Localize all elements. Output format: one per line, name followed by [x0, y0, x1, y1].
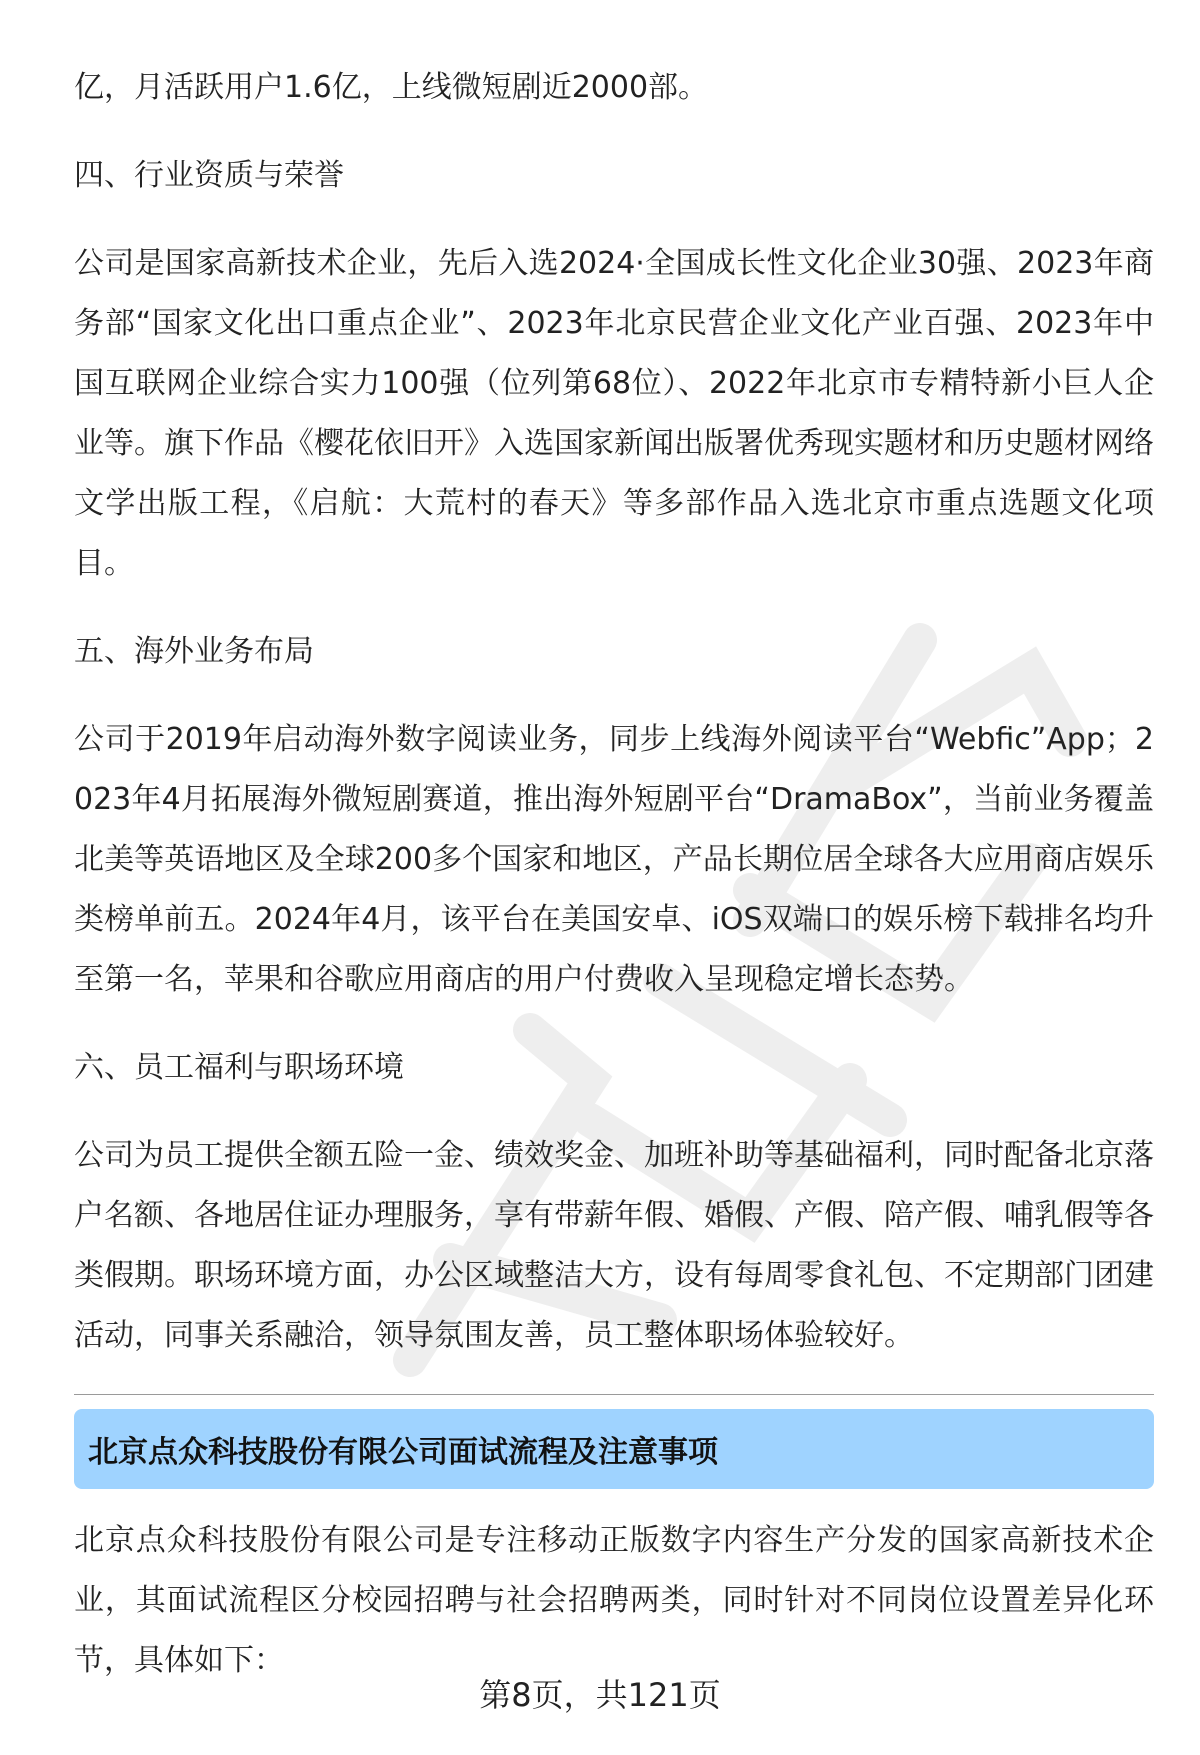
page-number: 第8页，共121页 — [479, 1676, 721, 1714]
paragraph-employee-benefits: 公司为员工提供全额五险一金、绩效奖金、加班补助等基础福利，同时配备北京落户名额、各地居住证办理服务，享有带薪年假、婚假、产假、陪产假、哺乳假等各类假期。职场环境方面，办公区域整洁大方，设有每周零食礼包、不定期部门团建活动，同事关系融洽，领导氛围友善，员工整体职场体验较好。 — [74, 1138, 1154, 1353]
section-divider — [74, 1394, 1154, 1395]
paragraph-continued: 亿，月活跃用户1.6亿，上线微短剧近2000部。 — [74, 70, 709, 105]
paragraph-industry-honors: 公司是国家高新技术企业，先后入选2024·全国成长性文化企业30强、2023年商务部“国家文化出口重点企业”、2023年北京民营企业文化产业百强、2023年中国互联网企业综合实力100强（位列第68位）、2022年北京市专精特新小巨人企业等。旗下作品《樱花依旧开》入选国家新闻出版署优秀现实题材和历史题材网络文学出版工程，《启航：大荒村的春天》等多部作品入选北京市重点选题文化项目。 — [74, 246, 1154, 581]
paragraph-interview-intro: 北京点众科技股份有限公司是专注移动正版数字内容生产分发的国家高新技术企业，其面试流程区分校园招聘与社会招聘两类，同时针对不同岗位设置差异化环节，具体如下： — [74, 1523, 1154, 1678]
section-title: 北京点众科技股份有限公司面试流程及注意事项 — [88, 1435, 718, 1470]
paragraph-overseas-business: 公司于2019年启动海外数字阅读业务，同步上线海外阅读平台“Webfic”App；2023年4月拓展海外微短剧赛道，推出海外短剧平台“DramaBox”，当前业务覆盖北美等英语地区及全球200多个国家和地区，产品长期位居全球各大应用商店娱乐类榜单前五。2024年4月，该平台在美国安卓、iOS双端口的娱乐榜下载排名均升至第一名，苹果和谷歌应用商店的用户付费收入呈现稳定增长态势。 — [74, 722, 1154, 997]
section-heading-employee-benefits: 六、员工福利与职场环境 — [74, 1050, 404, 1085]
section-title-banner — [74, 1409, 1154, 1489]
document-body — [74, 58, 1154, 1719]
section-heading-industry-honors: 四、行业资质与荣誉 — [74, 158, 344, 193]
section-heading-overseas-business: 五、海外业务布局 — [74, 634, 314, 669]
